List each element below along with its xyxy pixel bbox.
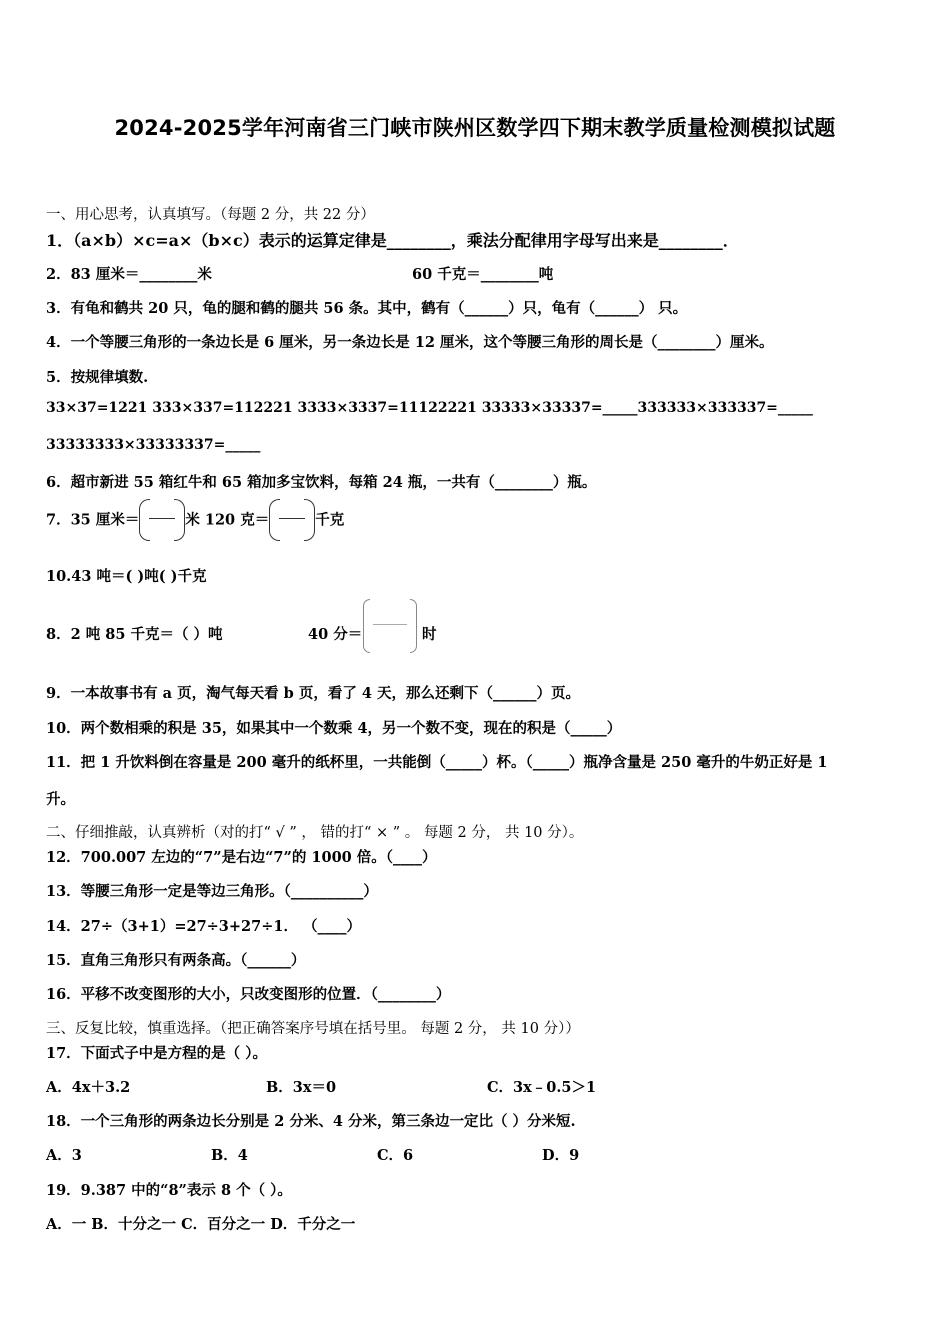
question-18-options (46, 1144, 926, 1164)
section-1-heading: 一、用心思考，认真填写。（每题 2 分，共 22 分） (46, 207, 375, 223)
question-5-sequence-row-1: 33×37=1221 333×337=112221 3333×3337=11122221 33333×33337=_____333333×333337=_____ (46, 400, 813, 416)
question-19: 19．9.387 中的“8”表示 8 个（ ）。 (46, 1182, 292, 1199)
question-2-part-a: 2．83 厘米＝________米 (46, 266, 212, 283)
question-16: 16．平移不改变图形的大小，只改变图形的位置．（________） (46, 986, 451, 1003)
question-7 (46, 499, 344, 543)
question-11: 11．把 1 升饮料倒在容量是 200 毫升的纸杯里，一共能倒（_____）杯。（_____）瓶净含量是 250 毫升的牛奶正好是 1 (46, 754, 828, 771)
option-d: D．9 (542, 1147, 580, 1164)
fraction-blank-1 (139, 499, 185, 539)
option-b: B．3x＝0 (266, 1079, 337, 1096)
question-1: 1．（a×b）×c=a×（b×c）表示的运算定律是________，乘法分配律用字母写出来是________． (46, 231, 739, 250)
option-c: C．3x﹣0.5＞1 (487, 1079, 597, 1096)
question-7-text-b: 米 120 克＝ (185, 511, 270, 529)
question-18: 18．一个三角形的两条边长分别是 2 分米、4 分米，第三条边一定比（ ）分米短. (46, 1113, 576, 1130)
question-11-continuation: 升。 (46, 791, 75, 808)
section-2-heading: 二、仔细推敲，认真辨析（对的打“ √ ” ， 错的打“ × ” 。 每题 2 分， 共 10 分）。 (46, 825, 584, 841)
question-19-options: A．一 B．十分之一 C．百分之一 D．千分之一 (46, 1216, 356, 1233)
option-c: C．6 (377, 1147, 414, 1164)
page-title: 2024-2025学年河南省三门峡市陕州区数学四下期末教学质量检测模拟试题 (114, 116, 836, 140)
option-a: A．3 (46, 1147, 82, 1164)
question-14: 14．27÷（3+1）=27÷3+27÷1． （____） (46, 918, 362, 935)
question-12: 12．700.007 左边的“7”是右边“7”的 1000 倍。（____） (46, 849, 437, 866)
question-10: 10．两个数相乘的积是 35，如果其中一个数乘 4，另一个数不变，现在的积是（_____） (46, 720, 622, 737)
question-8 (46, 597, 926, 653)
fraction-blank-2 (269, 499, 315, 539)
section-3-heading: 三、反复比较，慎重选择。（把正确答案序号填在括号里。 每题 2 分， 共 10 分）） (46, 1021, 580, 1037)
question-8-text-c: 时 (422, 626, 437, 643)
question-3: 3．有龟和鹤共 20 只，龟的腿和鹤的腿共 56 条。其中，鹤有（______）只，龟有（______） 只。 (46, 300, 688, 317)
question-5-sequence-row-2: 33333333×33333337=_____ (46, 437, 261, 453)
question-8-text-a: 8．2 吨 85 千克＝（ ）吨 (46, 626, 223, 643)
question-7-text-c: 千克 (315, 511, 345, 529)
question-2-part-b: 60 千克＝________吨 (412, 266, 554, 283)
question-2 (46, 263, 926, 283)
question-8-text-b: 40 分＝ (308, 626, 363, 643)
question-13: 13．等腰三角形一定是等边三角形。（__________） (46, 883, 378, 900)
question-5: 5．按规律填数. (46, 369, 149, 386)
question-9: 9．一本故事书有 a 页，淘气每天看 b 页，看了 4 天，那么还剩下（______）页。 (46, 685, 580, 702)
question-4: 4．一个等腰三角形的一条边长是 6 厘米，另一条边长是 12 厘米，这个等腰三角形的周长是（________）厘米。 (46, 334, 774, 351)
question-17-options (46, 1076, 926, 1096)
question-15: 15．直角三角形只有两条高。（______） (46, 952, 306, 969)
question-7-row-2: 10.43 吨＝( )吨( )千克 (46, 568, 207, 585)
question-17: 17．下面式子中是方程的是（ ）。 (46, 1045, 267, 1062)
question-6: 6．超市新进 55 箱红牛和 65 箱加多宝饮料，每箱 24 瓶，一共有（________）瓶。 (46, 474, 597, 491)
option-b: B．4 (211, 1147, 248, 1164)
option-a: A．4x＋3.2 (46, 1079, 131, 1096)
fraction-blank-3 (363, 599, 417, 651)
question-7-text-a: 7．35 厘米＝ (46, 511, 140, 529)
